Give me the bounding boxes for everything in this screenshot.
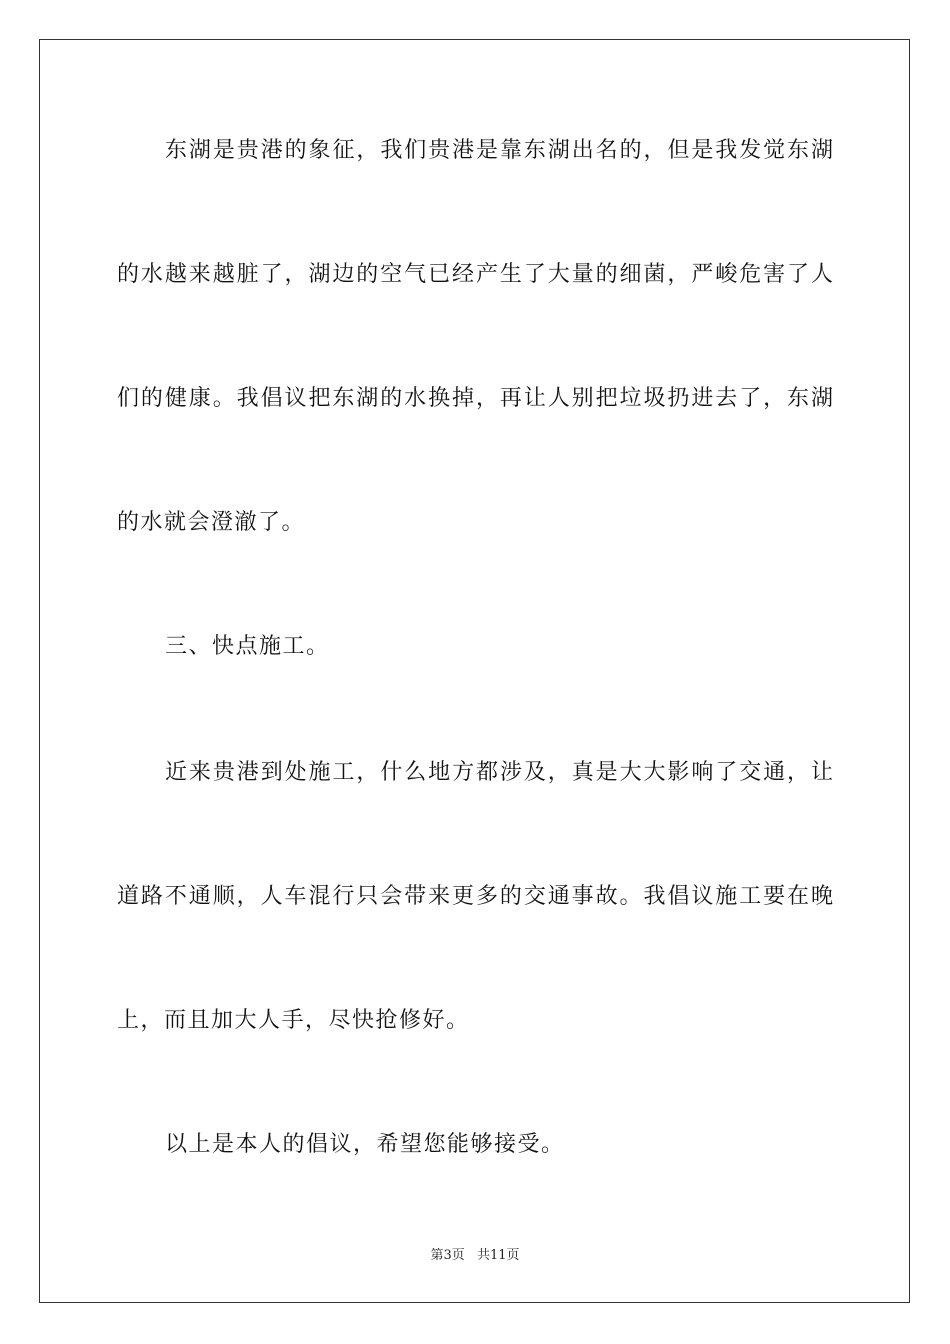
page-total: 共11页 (476, 1248, 520, 1263)
paragraph-line: 近来贵港到处施工，什么地方都涉及，真是大大影响了交通，让 (165, 760, 833, 785)
paragraph-line: 们的健康。我倡议把东湖的水换掉，再让人别把垃圾扔进去了，东湖 (117, 386, 833, 411)
paragraph-line: 道路不通顺，人车混行只会带来更多的交通事故。我倡议施工要在晚 (117, 884, 833, 909)
paragraph-line: 上，而且加大人手，尽快抢修好。 (117, 1008, 470, 1033)
page-number: 第3页 (430, 1248, 465, 1263)
page-footer (0, 1247, 950, 1265)
page-border (39, 39, 910, 1303)
paragraph-line: 的水越来越脏了，湖边的空气已经产生了大量的细菌，严峻危害了人 (117, 262, 833, 287)
section-heading: 三、快点施工。 (165, 634, 330, 659)
paragraph-line: 的水就会澄澈了。 (117, 510, 306, 535)
paragraph-line: 东湖是贵港的象征，我们贵港是靠东湖出名的，但是我发觉东湖 (165, 138, 833, 163)
paragraph-line: 以上是本人的倡议，希望您能够接受。 (165, 1132, 565, 1157)
